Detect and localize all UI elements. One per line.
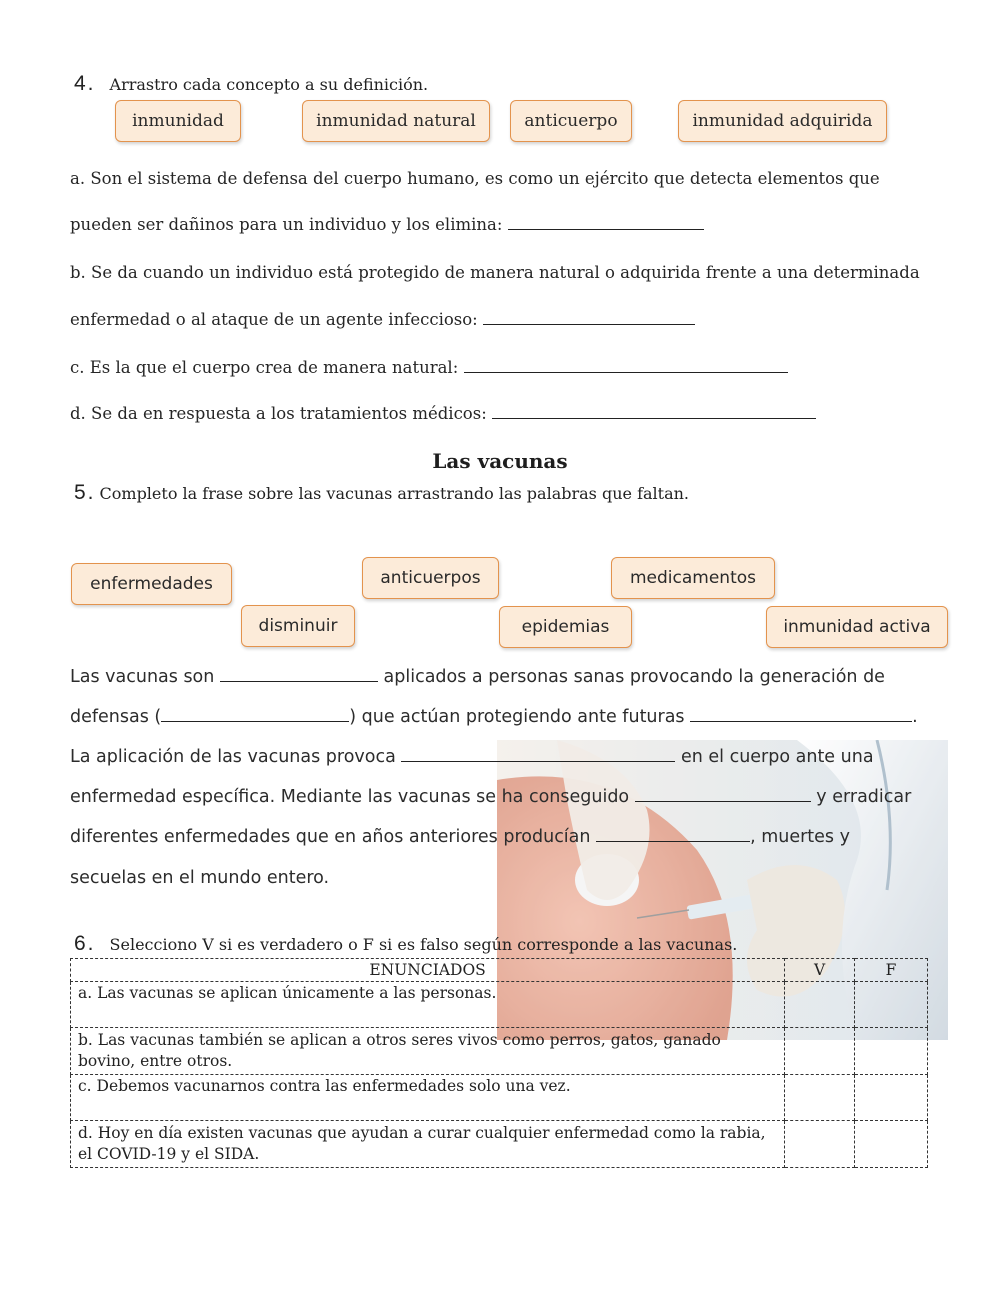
definition-c (70, 358, 788, 377)
paragraph-line-4 (70, 787, 911, 807)
paragraph-text: aplicados a personas sanas provocando la generación de (383, 667, 885, 687)
drop-zone-6[interactable] (596, 840, 750, 842)
drag-chip-disminuir[interactable]: disminuir (241, 605, 355, 647)
definition-b-line2 (70, 310, 695, 329)
select-true-c[interactable] (785, 1075, 855, 1121)
statement-c: c. Debemos vacunarnos contra las enfermedades solo una vez. (71, 1075, 785, 1121)
definition-c-text: c. Es la que el cuerpo crea de manera natural: (70, 358, 459, 377)
statement-a: a. Las vacunas se aplican únicamente a las personas. (71, 982, 785, 1028)
paragraph-line-3 (70, 747, 874, 767)
drop-zone-3[interactable] (690, 720, 912, 722)
definition-d (70, 404, 816, 423)
header-statements: ENUNCIADOS (71, 959, 785, 982)
true-false-table (70, 958, 928, 1168)
drag-chip-inmunidad-activa[interactable]: inmunidad activa (766, 606, 948, 648)
definition-d-text: d. Se da en respuesta a los tratamientos médicos: (70, 404, 487, 423)
question-number: 4. (74, 72, 96, 95)
drag-chip-medicamentos[interactable]: medicamentos (611, 557, 775, 599)
table-row (71, 1121, 928, 1168)
question-5-header (74, 481, 689, 505)
question-instruction: Completo la frase sobre las vacunas arrastrando las palabras que faltan. (99, 484, 690, 503)
definition-a-line1: a. Son el sistema de defensa del cuerpo humano, es como un ejército que detecta elementos que (70, 169, 880, 188)
drag-chip-inmunidad-natural[interactable]: inmunidad natural (302, 100, 490, 142)
drag-chip-epidemias[interactable]: epidemias (499, 606, 632, 648)
header-false: F (855, 959, 928, 982)
paragraph-text: enfermedad específica. Mediante las vacunas se ha conseguido (70, 787, 630, 807)
select-true-b[interactable] (785, 1028, 855, 1075)
drag-chip-anticuerpo[interactable]: anticuerpo (510, 100, 632, 142)
drop-zone-4[interactable] (401, 760, 675, 762)
paragraph-text: y erradicar (816, 787, 912, 807)
drop-zone-d[interactable] (492, 417, 816, 419)
select-true-a[interactable] (785, 982, 855, 1028)
drop-zone-2[interactable] (161, 720, 349, 722)
paragraph-line-6: secuelas en el mundo entero. (70, 868, 330, 888)
select-false-b[interactable] (855, 1028, 928, 1075)
paragraph-line-5 (70, 827, 850, 847)
section-title: Las vacunas (432, 449, 568, 473)
header-true: V (785, 959, 855, 982)
select-true-d[interactable] (785, 1121, 855, 1168)
question-number: 6. (74, 932, 96, 955)
select-false-c[interactable] (855, 1075, 928, 1121)
paragraph-text: ) que actúan protegiendo ante futuras (349, 707, 685, 727)
paragraph-text: La aplicación de las vacunas provoca (70, 747, 396, 767)
paragraph-line-2 (70, 707, 918, 727)
definition-a-text: pueden ser dañinos para un individuo y los elimina: (70, 215, 503, 234)
select-false-d[interactable] (855, 1121, 928, 1168)
question-6-header (74, 932, 737, 956)
statement-d: d. Hoy en día existen vacunas que ayudan a curar cualquier enfermedad como la rabia, el COVID-19 y el SIDA. (71, 1121, 785, 1168)
drag-chip-enfermedades[interactable]: enfermedades (71, 563, 232, 605)
paragraph-text: diferentes enfermedades que en años anteriores producían (70, 827, 591, 847)
table-header-row (71, 959, 928, 982)
select-false-a[interactable] (855, 982, 928, 1028)
definition-b-line1: b. Se da cuando un individuo está protegido de manera natural o adquirida frente a una determinada (70, 263, 920, 282)
table-row (71, 1075, 928, 1121)
drop-zone-b[interactable] (483, 323, 695, 325)
drop-zone-5[interactable] (635, 800, 811, 802)
drop-zone-1[interactable] (220, 680, 378, 682)
definition-a-line2 (70, 215, 704, 234)
question-instruction: Arrastro cada concepto a su definición. (109, 75, 429, 94)
paragraph-text: , muertes y (750, 827, 850, 847)
question-instruction: Selecciono V si es verdadero o F si es falso según corresponde a las vacunas. (109, 935, 738, 954)
question-4-header (74, 72, 428, 96)
table-row (71, 1028, 928, 1075)
statement-b: b. Las vacunas también se aplican a otros seres vivos como perros, gatos, ganado bovino, entre otros. (71, 1028, 785, 1075)
drop-zone-c[interactable] (464, 371, 788, 373)
paragraph-line-1 (70, 667, 885, 687)
drag-chip-inmunidad-adquirida[interactable]: inmunidad adquirida (678, 100, 887, 142)
drop-zone-a[interactable] (508, 228, 704, 230)
drag-chip-anticuerpos[interactable]: anticuerpos (362, 557, 499, 599)
question-number: 5. (74, 481, 96, 504)
drag-chip-inmunidad[interactable]: inmunidad (115, 100, 241, 142)
paragraph-text: en el cuerpo ante una (680, 747, 874, 767)
table-row (71, 982, 928, 1028)
paragraph-text: . (912, 707, 918, 727)
paragraph-text: Las vacunas son (70, 667, 215, 687)
definition-b-text: enfermedad o al ataque de un agente infeccioso: (70, 310, 478, 329)
paragraph-text: defensas ( (70, 707, 162, 727)
